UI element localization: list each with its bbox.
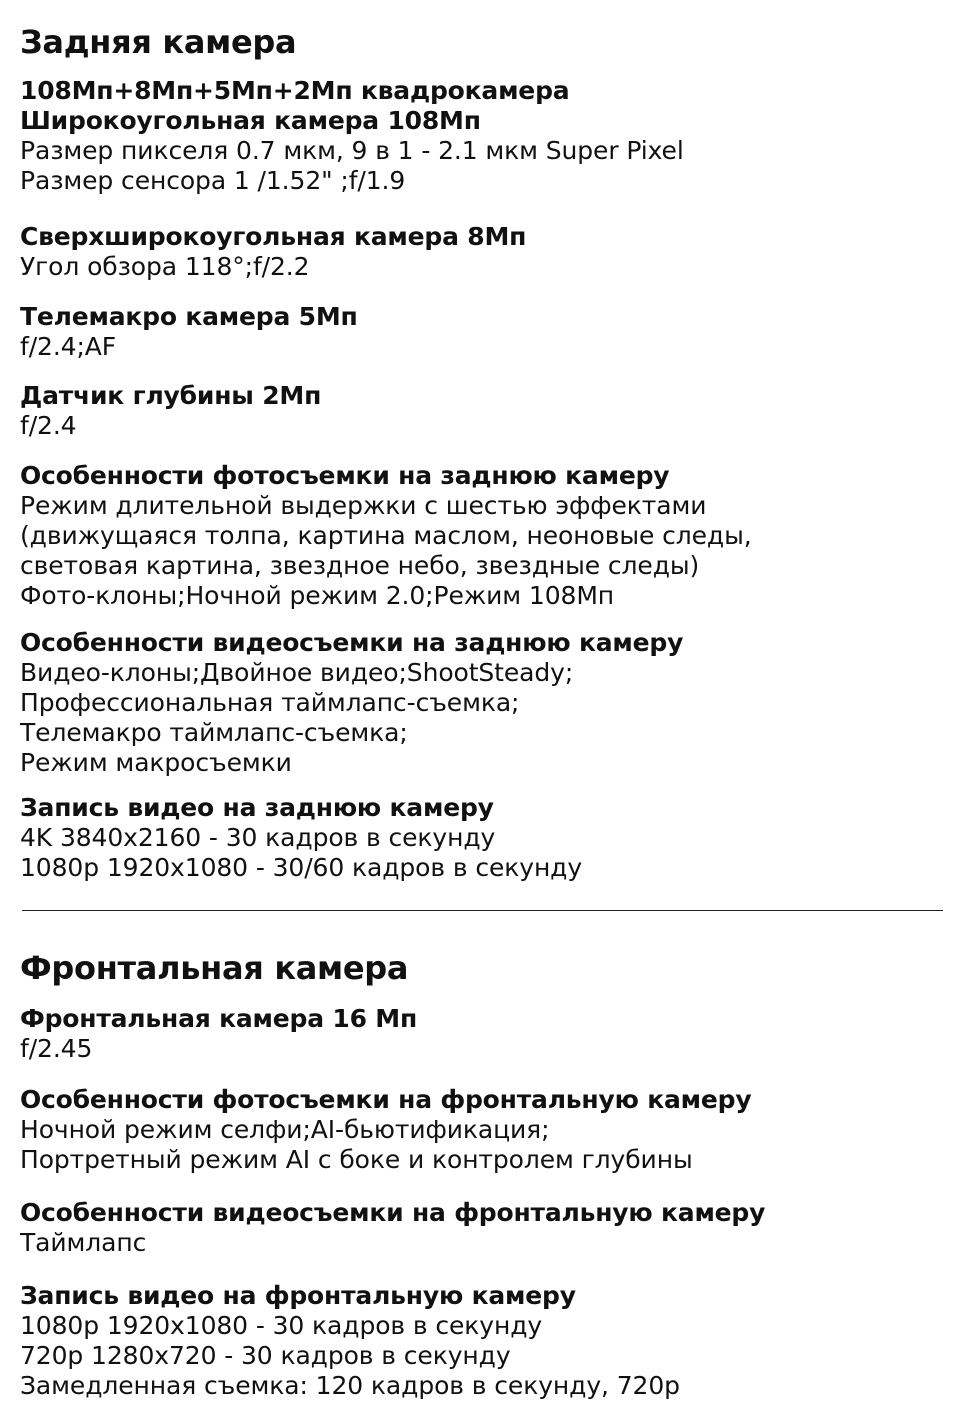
front-video-recording-line: 720p 1280x720 - 30 кадров в секунду	[20, 1341, 511, 1370]
rear-photo-features-line: (движущаяся толпа, картина маслом, неоновые следы,	[20, 521, 752, 550]
rear-photo-features-line: Режим длительной выдержки с шестью эффектами	[20, 491, 707, 520]
front-video-recording-line: Замедленная съемка: 120 кадров в секунду, 720p	[20, 1371, 680, 1400]
ultrawide-heading: Сверхширокоугольная камера 8Мп	[20, 222, 527, 251]
front-photo-features-heading: Особенности фотосъемки на фронтальную камеру	[20, 1085, 752, 1114]
rear-depth-block	[20, 381, 950, 441]
rear-video-features-line: Профессиональная таймлапс-съемка;	[20, 688, 520, 717]
wide-camera-heading: Широкоугольная камера 108Мп	[20, 106, 481, 135]
front-video-recording-line: 1080p 1920x1080 - 30 кадров в секунду	[20, 1311, 543, 1340]
front-photo-features-block	[20, 1085, 950, 1175]
rear-video-features-line: Телемакро таймлапс-съемка;	[20, 718, 408, 747]
rear-photo-features-line: световая картина, звездное небо, звездные следы)	[20, 551, 700, 580]
front-video-recording-heading: Запись видео на фронтальную камеру	[20, 1281, 576, 1310]
rear-video-features-heading: Особенности видеосъемки на заднюю камеру	[20, 628, 684, 657]
rear-photo-features-heading: Особенности фотосъемки на заднюю камеру	[20, 461, 670, 490]
front-main-heading: Фронтальная камера 16 Мп	[20, 1004, 418, 1033]
rear-video-recording-block	[20, 793, 950, 883]
depth-text: f/2.4	[20, 411, 77, 440]
sensor-size-text: Размер сенсора 1 /1.52" ;f/1.9	[20, 166, 406, 195]
rear-quad-camera-block	[20, 76, 950, 196]
front-video-features-heading: Особенности видеосъемки на фронтальную камеру	[20, 1198, 766, 1227]
telemacro-heading: Телемакро камера 5Мп	[20, 302, 358, 331]
rear-video-recording-line: 1080p 1920x1080 - 30/60 кадров в секунду	[20, 853, 583, 882]
rear-video-recording-line: 4K 3840x2160 - 30 кадров в секунду	[20, 823, 496, 852]
front-camera-title: Фронтальная камера	[20, 949, 409, 987]
rear-photo-features-line: Фото-клоны;Ночной режим 2.0;Режим 108Мп	[20, 581, 615, 610]
ultrawide-text: Угол обзора 118°;f/2.2	[20, 252, 310, 281]
pixel-size-text: Размер пикселя 0.7 мкм, 9 в 1 - 2.1 мкм Super Pixel	[20, 136, 684, 165]
rear-photo-features-block	[20, 461, 950, 611]
quad-camera-heading: 108Мп+8Мп+5Мп+2Мп квадрокамера	[20, 76, 570, 105]
rear-camera-title: Задняя камера	[20, 23, 297, 61]
front-video-features-line: Таймлапс	[20, 1228, 147, 1257]
rear-video-features-line: Режим макросъемки	[20, 748, 292, 777]
rear-telemacro-block	[20, 302, 950, 362]
rear-video-recording-heading: Запись видео на заднюю камеру	[20, 793, 494, 822]
depth-heading: Датчик глубины 2Мп	[20, 381, 322, 410]
rear-ultrawide-block	[20, 222, 950, 282]
front-main-block	[20, 1004, 950, 1064]
front-photo-features-line: Портретный режим AI с боке и контролем глубины	[20, 1145, 693, 1174]
front-main-text: f/2.45	[20, 1034, 93, 1063]
telemacro-text: f/2.4;AF	[20, 332, 117, 361]
section-divider	[22, 910, 943, 911]
rear-video-features-block	[20, 628, 950, 778]
front-photo-features-line: Ночной режим селфи;AI-бьютификация;	[20, 1115, 550, 1144]
front-video-features-block	[20, 1198, 950, 1258]
front-video-recording-block	[20, 1281, 950, 1401]
rear-video-features-line: Видео-клоны;Двойное видео;ShootSteady;	[20, 658, 574, 687]
